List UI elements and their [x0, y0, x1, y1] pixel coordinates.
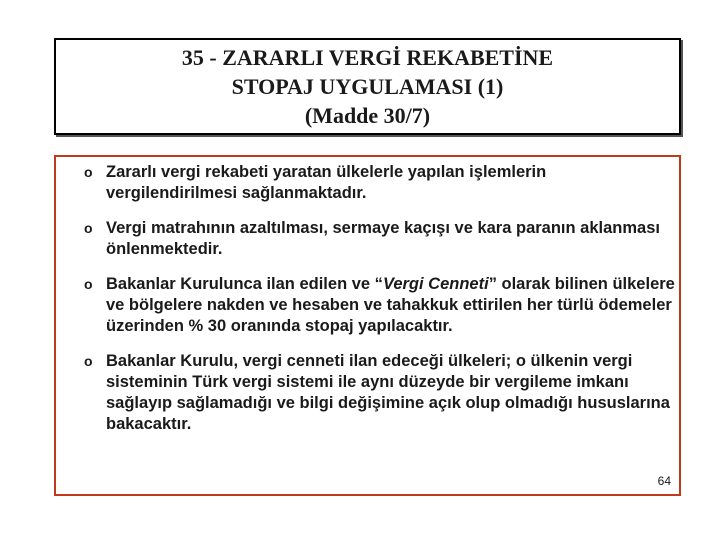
bullet-marker-icon: o: [84, 220, 93, 236]
slide-title-line-3: (Madde 30/7): [304, 103, 431, 128]
bullet-list: [84, 162, 676, 435]
slide-content-box: [54, 155, 681, 496]
bullet-text-3-emphasis: Vergi Cenneti: [382, 275, 489, 293]
slide-title-line-1: 35 - ZARARLI VERGİ REKABETİNE: [181, 45, 554, 70]
bullet-marker-icon: o: [84, 276, 93, 292]
bullet-marker-icon: o: [84, 164, 93, 180]
slide-title-line-2: STOPAJ UYGULAMASI (1): [231, 74, 504, 99]
bullet-item-4: [84, 351, 676, 435]
bullet-text-4: Bakanlar Kurulu, vergi cenneti ilan edeceği ülkeleri; o ülkenin vergi sisteminin Türk vergi sistemi ile aynı düzeyde bir vergileme imkanı sağlayıp sağlamadığı ve bilgi değişimine açık olup olmadığı hususlarına bakacaktır.: [106, 352, 670, 433]
page-number: 64: [657, 474, 671, 488]
bullet-marker-icon: o: [84, 353, 93, 369]
bullet-item-1: [84, 162, 676, 204]
bullet-item-3: [84, 274, 676, 337]
bullet-text-3-pre: Bakanlar Kurulunca ilan edilen ve “: [106, 275, 383, 293]
bullet-text-1: Zararlı vergi rekabeti yaratan ülkelerle yapılan işlemlerin vergilendirilmesi sağlanmaktadır.: [106, 163, 547, 202]
slide-title-box: [54, 38, 681, 135]
bullet-text-2: Vergi matrahının azaltılması, sermaye kaçışı ve kara paranın aklanması önlenmektedir.: [106, 219, 660, 258]
bullet-text-3-post: ” olarak bilinen ülkelere ve bölgelere nakden ve hesaben ve tahakkuk ettirilen her türlü ödemeler üzerinden % 30 oranında stopaj yapılacaktır.: [106, 275, 675, 335]
bullet-item-2: [84, 218, 676, 260]
